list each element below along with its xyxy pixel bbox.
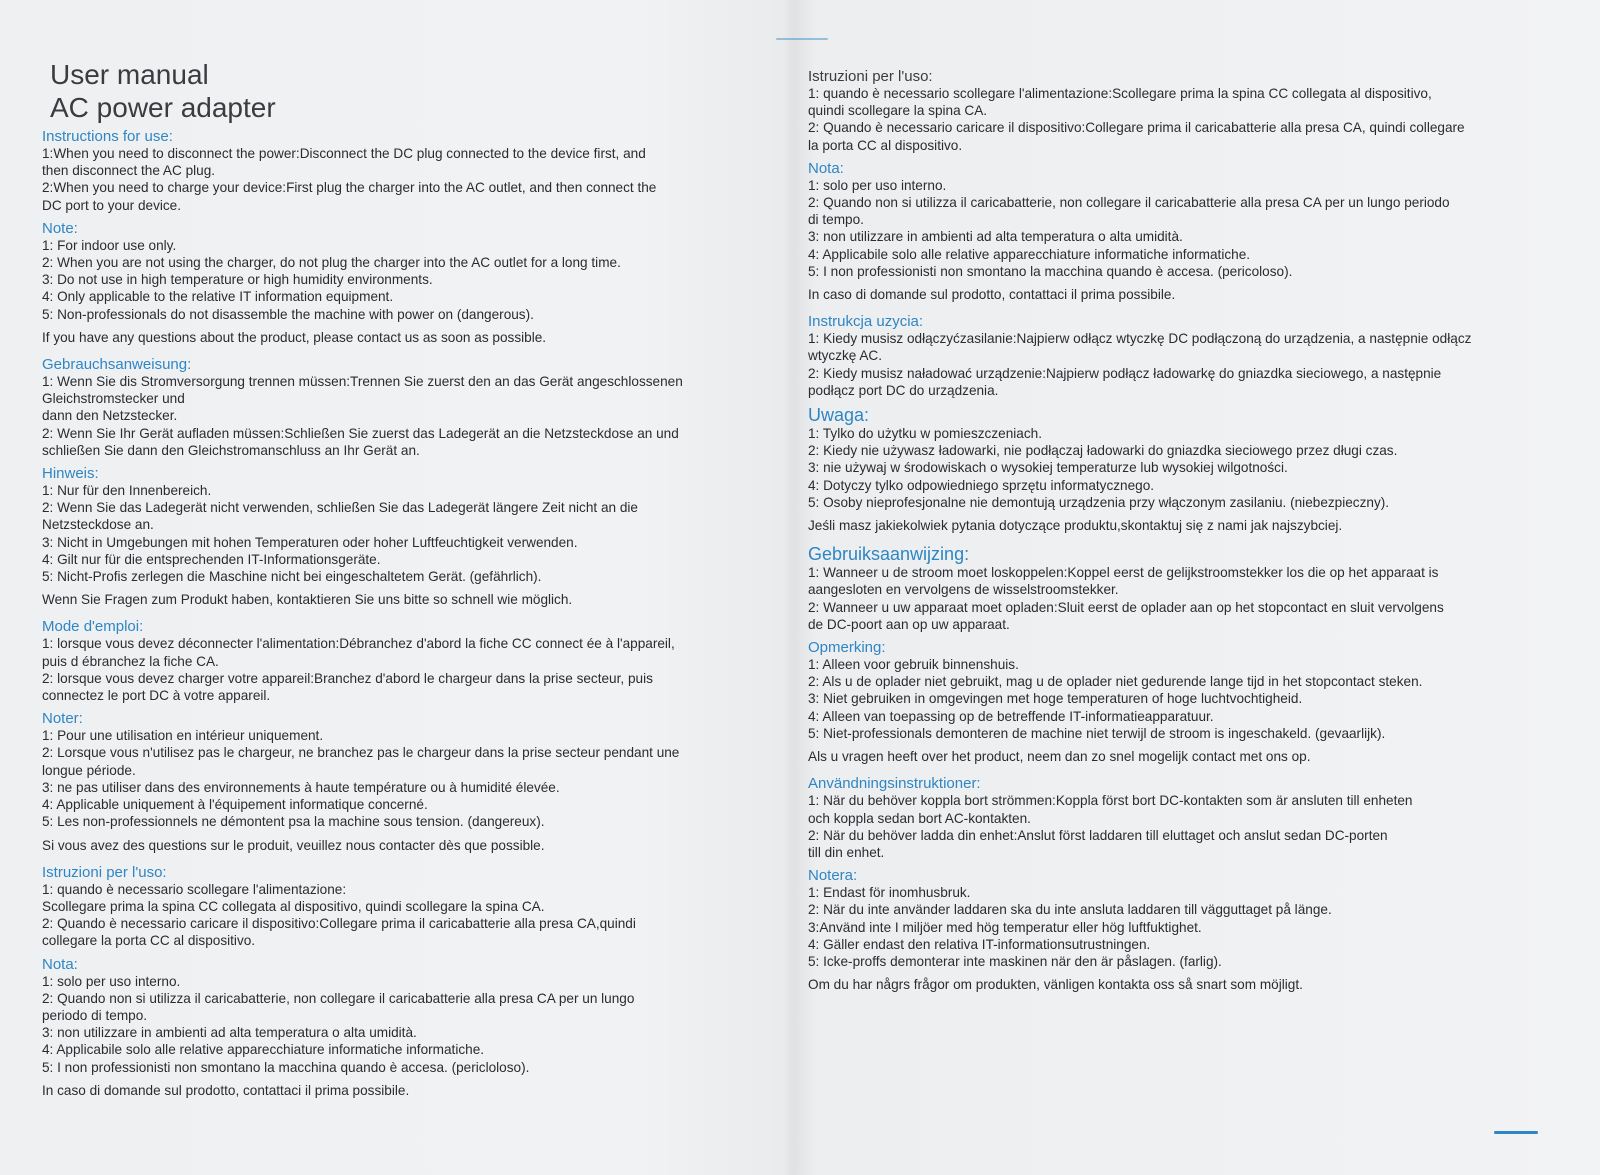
text-line: 5: Non-professionals do not disassemble the machine with power on (dangerous). xyxy=(42,306,534,322)
section xyxy=(42,356,782,459)
text-line: 4: Only applicable to the relative IT information equipment. xyxy=(42,289,394,305)
text-line: 2:When you need to charge your device:First plug the charger into the AC outlet, and then connect the xyxy=(42,180,657,196)
text-line: 2: När du inte använder laddaren ska du inte ansluta laddaren till vägguttaget på länge. xyxy=(808,902,1332,918)
text-line: och koppla sedan bort AC-kontakten. xyxy=(808,810,1031,826)
text-line: 5: Osoby nieprofesjonalne nie demontują urządzenia przy włączonym zasilaniu. (niebezpieczny). xyxy=(808,494,1390,510)
section xyxy=(42,956,782,1099)
text-line: 4: Gilt nur für die entsprechenden IT-Informationsgeräte. xyxy=(42,551,381,567)
right-sections xyxy=(808,68,1548,993)
text-line: Scollegare prima la spina CC collegata al dispositivo, quindi scollegare la spina CA. xyxy=(42,898,545,914)
contact-note: In caso di domande sul prodotto, contattaci il prima possibile. xyxy=(42,1082,410,1098)
contact-note: Si vous avez des questions sur le produit, veuillez nous contacter dès que possible. xyxy=(42,837,545,853)
contact-note: Om du har någrs frågor om produkten, vänligen kontakta oss så snart som möjligt. xyxy=(808,977,1303,993)
title-line-2: AC power adapter xyxy=(50,92,276,123)
text-line: 1: Endast för inomhusbruk. xyxy=(808,885,971,901)
text-line: 1: lorsque vous devez déconnecter l'alimentation:Débranchez d'abord la fiche CC connect ée à l'appareil, xyxy=(42,636,675,652)
section xyxy=(808,405,1548,534)
section-heading: Note: xyxy=(42,219,78,237)
text-line: 2: Wenn Sie Ihr Gerät aufladen müssen:Schließen Sie zuerst das Ladegerät an die Netzsteckdose an und xyxy=(42,425,679,441)
section-heading: Gebrauchsanweisung: xyxy=(42,356,192,374)
section-heading: Opmerking: xyxy=(808,639,886,657)
text-line: 5: Les non-professionnels ne démontent psa la machine sous tension. (dangereux). xyxy=(42,814,545,830)
section-heading: Uwaga: xyxy=(808,405,870,426)
text-line: puis d ébranchez la fiche CA. xyxy=(42,653,219,669)
section-heading: Notera: xyxy=(808,867,858,885)
section xyxy=(808,313,1548,399)
contact-note: In caso di domande sul prodotto, contattaci il prima possibile. xyxy=(808,287,1176,303)
section-heading: Instructions for use: xyxy=(42,128,173,145)
text-line: 4: Applicabile solo alle relative apparecchiature informatiche informatiche. xyxy=(42,1042,485,1058)
text-line: wtyczkę AC. xyxy=(808,348,883,364)
text-line: schließen Sie dann den Gleichstromanschluss an Ihr Gerät an. xyxy=(42,442,420,458)
section-heading: Nota: xyxy=(808,159,844,177)
section-heading: Mode d'emploi: xyxy=(42,618,144,636)
text-line: de DC-poort aan op uw apparaat. xyxy=(808,616,1010,632)
text-line: 2: Quando è necessario caricare il dispositivo:Collegare prima il caricabatterie alla presa CA,quindi xyxy=(42,916,636,932)
text-line: 3: Nicht in Umgebungen mit hohen Temperaturen oder hoher Luftfeuchtigkeit verwenden. xyxy=(42,534,578,550)
text-line: 3: Do not use in high temperature or high humidity environments. xyxy=(42,272,433,288)
section xyxy=(808,775,1548,861)
text-line: la porta CC al dispositivo. xyxy=(808,137,963,153)
top-center-mark xyxy=(776,38,828,40)
text-line: 1: Wanneer u de stroom moet loskoppelen:Koppel eerst de gelijkstroomstekker los die op het apparaat is xyxy=(808,565,1439,581)
text-line: 4: Alleen van toepassing op de betreffende IT-informatieapparatuur. xyxy=(808,708,1214,724)
text-line: 1: Tylko do użytku w pomieszczeniach. xyxy=(808,426,1042,442)
text-line: connectez le port DC à votre appareil. xyxy=(42,688,271,704)
text-line: 5: I non professionisti non smontano la macchina quando è accesa. (pericoloso). xyxy=(808,263,1293,279)
text-line: 3:Använd inte I miljöer med hög temperatur eller hög luftfuktighet. xyxy=(808,919,1202,935)
text-line: 2: Als u de oplader niet gebruikt, mag u de oplader niet gedurende lange tijd in het stopcontact steken. xyxy=(808,674,1423,690)
text-line: 4: Dotyczy tylko odpowiedniego sprzętu informatycznego. xyxy=(808,477,1155,493)
text-line: 1: solo per uso interno. xyxy=(808,177,947,193)
text-line: 5: I non professionisti non smontano la macchina quando è accesa. (pericloloso). xyxy=(42,1059,530,1075)
section-heading: Användningsinstruktioner: xyxy=(808,775,981,793)
section xyxy=(808,160,1548,303)
text-line: podłącz port DC do urządzenia. xyxy=(808,382,999,398)
text-line: 3: nie używaj w środowiskach o wysokiej temperaturze lub wysokiej wilgotności. xyxy=(808,460,1288,476)
title-line-1: User manual xyxy=(50,59,209,90)
text-line: 4: Gäller endast den relativa IT-informationsutrustningen. xyxy=(808,936,1151,952)
text-line: aangesloten en vervolgens de wisselstroomstekker. xyxy=(808,582,1119,598)
text-line: 2: Lorsque vous n'utilisez pas le chargeur, ne branchez pas le chargeur dans la prise secteur pendant une xyxy=(42,745,680,761)
text-line: 1: Wenn Sie dis Stromversorgung trennen müssen:Trennen Sie zuerst den an das Gerät angeschlossenen xyxy=(42,374,683,390)
text-line: 1: När du behöver koppla bort strömmen:Koppla först bort DC-kontakten som är ansluten till enheten xyxy=(808,793,1413,809)
section xyxy=(42,864,782,950)
section-heading: Istruzioni per l'uso: xyxy=(42,863,167,881)
text-line: DC port to your device. xyxy=(42,197,182,213)
section-heading: Hinweis: xyxy=(42,465,99,483)
section xyxy=(42,465,782,608)
document-title xyxy=(50,58,782,124)
text-line: 2: Wenn Sie das Ladegerät nicht verwenden, schließen Sie das Ladegerät längere Zeit nicht an die xyxy=(42,500,638,516)
text-line: 1: Alleen voor gebruik binnenshuis. xyxy=(808,657,1019,673)
text-line: 5: Niet-professionals demonteren de machine niet terwijl de stroom is ingeschakeld. (gevaarlijk). xyxy=(808,725,1386,741)
text-line: 2: Quando non si utilizza il caricabatterie, non collegare il caricabatterie alla presa CA per un lungo periodo xyxy=(808,195,1450,211)
text-line: 4: Applicabile solo alle relative apparecchiature informatiche informatiche. xyxy=(808,246,1251,262)
text-line: Gleichstromstecker und xyxy=(42,391,185,407)
text-line: 2: Kiedy musisz naładować urządzenie:Najpierw podłącz ładowarkę do gniazdka sieciowego, a następnie xyxy=(808,365,1442,381)
text-line: 2: Quando non si utilizza il caricabatterie, non collegare il caricabatterie alla presa CA per un lungo xyxy=(42,990,635,1006)
text-line: 1: Pour une utilisation en intérieur uniquement. xyxy=(42,728,324,744)
contact-note: Jeśli masz jakiekolwiek pytania dotyczące produktu,skontaktuj się z nami jak najszybciej. xyxy=(808,518,1343,534)
left-sections xyxy=(42,128,782,1099)
section-heading: Instrukcja uzycia: xyxy=(808,313,924,331)
text-line: quindi scollegare la spina CA. xyxy=(808,103,988,119)
contact-note: If you have any questions about the product, please contact us as soon as possible. xyxy=(42,329,547,345)
text-line: Netzsteckdose an. xyxy=(42,517,154,533)
text-line: 2: Quando è necessario caricare il dispositivo:Collegare prima il caricabatterie alla presa CA, quindi collegare xyxy=(808,120,1465,136)
text-line: collegare la porta CC al dispositivo. xyxy=(42,933,256,949)
section xyxy=(42,618,782,704)
text-line: 3: Niet gebruiken in omgevingen met hoge temperaturen of hoge luchtvochtigheid. xyxy=(808,691,1303,707)
text-line: 4: Applicable uniquement à l'équipement informatique concerné. xyxy=(42,797,428,813)
text-line: 3: non utilizzare in ambienti ad alta temperatura o alta umidità. xyxy=(808,229,1183,245)
text-line: 3: ne pas utiliser dans des environnements à haute température ou à humidité élevée. xyxy=(42,779,560,795)
text-line: 1: quando è necessario scollegare l'alimentazione: xyxy=(42,881,347,897)
section xyxy=(42,128,782,214)
text-line: 3: non utilizzare in ambienti ad alta temperatura o alta umidità. xyxy=(42,1025,417,1041)
text-line: longue période. xyxy=(42,762,136,778)
text-line: periodo di tempo. xyxy=(42,1007,148,1023)
contact-note: Wenn Sie Fragen zum Produkt haben, kontaktieren Sie uns bitte so schnell wie möglich. xyxy=(42,592,573,608)
section-heading: Gebruiksaanwijzing: xyxy=(808,544,970,565)
text-line: 2: Kiedy nie używasz ładowarki, nie podłączaj ładowarki do gniazdka sieciowego przez długi czas. xyxy=(808,443,1398,459)
text-line: dann den Netzstecker. xyxy=(42,408,178,424)
text-line: 2: Wanneer u uw apparaat moet opladen:Sluit eerst de oplader aan op het stopcontact en sluit vervolgens xyxy=(808,599,1444,615)
section-heading: Noter: xyxy=(42,710,83,728)
text-line: 1: quando è necessario scollegare l'alimentazione:Scollegare prima la spina CC collegata al dispositivo, xyxy=(808,86,1432,101)
section-heading: Nota: xyxy=(42,955,78,973)
text-line: 2: lorsque vous devez charger votre appareil:Branchez d'abord le chargeur dans la prise secteur, puis xyxy=(42,670,653,686)
section xyxy=(808,544,1548,633)
text-line: 1: Kiedy musisz odłączyćzasilanie:Najpierw odłącz wtyczkę DC podłączoną do urządzenia, a następnie odłącz xyxy=(808,331,1472,347)
section xyxy=(42,220,782,346)
text-line: then disconnect the AC plug. xyxy=(42,163,216,179)
section xyxy=(42,710,782,853)
section xyxy=(808,867,1548,993)
text-line: di tempo. xyxy=(808,212,864,228)
bottom-right-mark xyxy=(1494,1131,1538,1134)
right-page xyxy=(808,66,1548,1003)
left-page xyxy=(42,58,782,1109)
text-line: 1: For indoor use only. xyxy=(42,237,177,253)
text-line: 1: solo per uso interno. xyxy=(42,973,181,989)
contact-note: Als u vragen heeft over het product, neem dan zo snel mogelijk contact met ons op. xyxy=(808,749,1311,765)
text-line: 2: When you are not using the charger, do not plug the charger into the AC outlet for a long time. xyxy=(42,255,621,271)
text-line: 2: När du behöver ladda din enhet:Anslut först laddaren till eluttaget och anslut sedan DC-porten xyxy=(808,827,1388,843)
section xyxy=(808,68,1548,154)
text-line: 1: Nur für den Innenbereich. xyxy=(42,483,212,499)
text-line: till din enhet. xyxy=(808,844,885,860)
text-line: 1:When you need to disconnect the power:Disconnect the DC plug connected to the device first, and xyxy=(42,146,646,161)
section-heading: Istruzioni per l'uso: xyxy=(808,68,933,85)
text-line: 5: Nicht-Profis zerlegen die Maschine nicht bei eingeschaltetem Gerät. (gefährlich). xyxy=(42,569,542,585)
section xyxy=(808,639,1548,765)
text-line: 5: Icke-proffs demonterar inte maskinen när den är påslagen. (farlig). xyxy=(808,953,1222,969)
